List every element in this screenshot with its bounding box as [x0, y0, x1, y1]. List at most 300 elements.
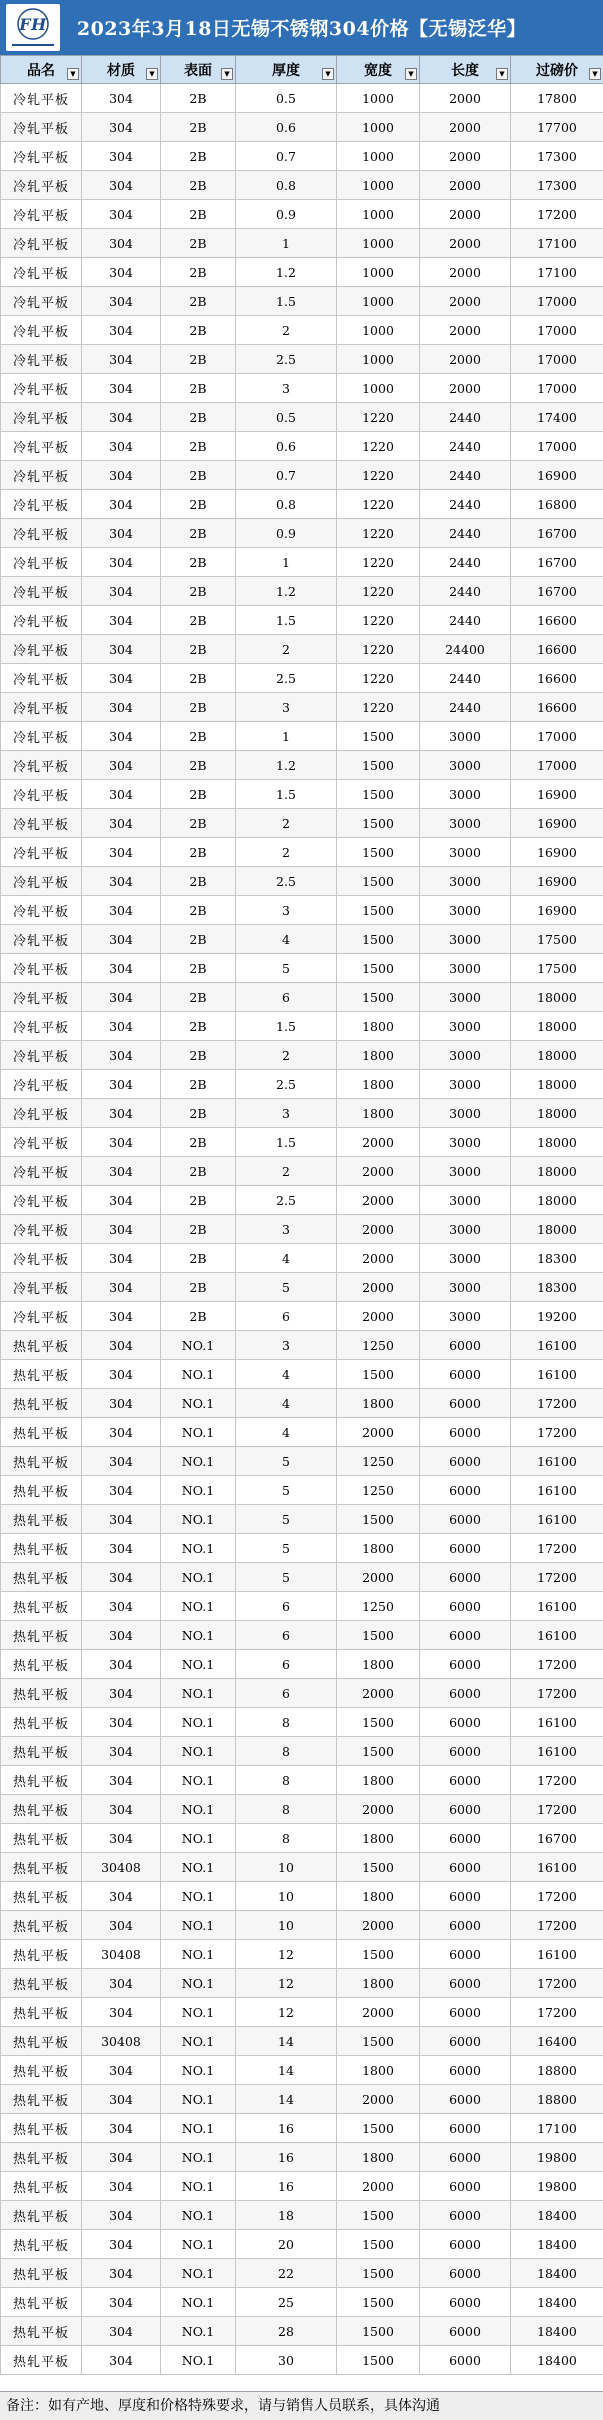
table-cell[interactable]: 2B [161, 287, 236, 316]
table-cell[interactable]: 6000 [420, 1476, 511, 1505]
table-cell[interactable]: 2B [161, 1070, 236, 1099]
column-header[interactable] [420, 56, 511, 84]
table-cell[interactable]: 6 [236, 1679, 337, 1708]
table-cell[interactable]: 304 [82, 403, 161, 432]
table-cell[interactable]: NO.1 [161, 1621, 236, 1650]
table-cell[interactable]: 2000 [420, 84, 511, 113]
table-cell[interactable]: 30408 [82, 1940, 161, 1969]
column-header[interactable] [511, 56, 603, 84]
table-cell[interactable]: 1500 [337, 2027, 420, 2056]
table-cell[interactable]: 17500 [511, 925, 603, 954]
table-cell[interactable]: 6000 [420, 1447, 511, 1476]
table-cell[interactable]: 2B [161, 1128, 236, 1157]
table-cell[interactable]: 1.5 [236, 1128, 337, 1157]
table-cell[interactable]: NO.1 [161, 2085, 236, 2114]
table-cell[interactable]: 热轧平板 [1, 1360, 82, 1389]
table-cell[interactable]: 0.8 [236, 171, 337, 200]
table-cell[interactable]: 1250 [337, 1592, 420, 1621]
table-cell[interactable]: 热轧平板 [1, 1679, 82, 1708]
table-cell[interactable]: 2B [161, 693, 236, 722]
table-cell[interactable]: 18000 [511, 1012, 603, 1041]
table-cell[interactable]: 冷轧平板 [1, 287, 82, 316]
table-cell[interactable]: 304 [82, 2201, 161, 2230]
table-cell[interactable]: 6000 [420, 2027, 511, 2056]
table-cell[interactable]: 304 [82, 1331, 161, 1360]
table-cell[interactable]: 18000 [511, 1041, 603, 1070]
table-cell[interactable]: 2440 [420, 490, 511, 519]
table-cell[interactable]: 6000 [420, 2259, 511, 2288]
table-cell[interactable]: 6000 [420, 1360, 511, 1389]
table-cell[interactable]: 4 [236, 1360, 337, 1389]
table-cell[interactable]: 冷轧平板 [1, 1070, 82, 1099]
table-cell[interactable]: 2B [161, 606, 236, 635]
table-cell[interactable]: 3 [236, 1331, 337, 1360]
table-cell[interactable]: NO.1 [161, 2172, 236, 2201]
table-cell[interactable]: 冷轧平板 [1, 345, 82, 374]
table-cell[interactable]: 1000 [337, 171, 420, 200]
table-cell[interactable]: 2000 [337, 1215, 420, 1244]
table-cell[interactable]: 热轧平板 [1, 1824, 82, 1853]
table-cell[interactable]: 1800 [337, 1969, 420, 1998]
table-cell[interactable]: 1500 [337, 2259, 420, 2288]
table-cell[interactable]: NO.1 [161, 1940, 236, 1969]
table-cell[interactable]: NO.1 [161, 1969, 236, 1998]
table-cell[interactable]: 1500 [337, 983, 420, 1012]
table-cell[interactable]: 1000 [337, 229, 420, 258]
table-cell[interactable]: 热轧平板 [1, 1708, 82, 1737]
table-cell[interactable]: 3 [236, 1099, 337, 1128]
table-cell[interactable]: 1500 [337, 1621, 420, 1650]
table-cell[interactable]: 6 [236, 1650, 337, 1679]
column-header[interactable] [236, 56, 337, 84]
table-cell[interactable]: 17300 [511, 171, 603, 200]
table-cell[interactable]: 2000 [420, 113, 511, 142]
table-cell[interactable]: 304 [82, 838, 161, 867]
table-cell[interactable]: 1500 [337, 867, 420, 896]
table-cell[interactable]: 16700 [511, 548, 603, 577]
table-cell[interactable]: 304 [82, 983, 161, 1012]
table-cell[interactable]: 冷轧平板 [1, 722, 82, 751]
table-cell[interactable]: 3 [236, 374, 337, 403]
table-cell[interactable]: 304 [82, 1766, 161, 1795]
table-cell[interactable]: 17000 [511, 316, 603, 345]
table-cell[interactable]: 3000 [420, 925, 511, 954]
table-cell[interactable]: 2000 [337, 1418, 420, 1447]
table-cell[interactable]: 3000 [420, 780, 511, 809]
table-cell[interactable]: 17000 [511, 287, 603, 316]
table-cell[interactable]: 1500 [337, 896, 420, 925]
table-cell[interactable]: 304 [82, 200, 161, 229]
table-cell[interactable]: 冷轧平板 [1, 403, 82, 432]
table-cell[interactable]: 热轧平板 [1, 2114, 82, 2143]
table-cell[interactable]: 热轧平板 [1, 1998, 82, 2027]
table-cell[interactable]: 17000 [511, 722, 603, 751]
table-cell[interactable]: 2440 [420, 403, 511, 432]
table-cell[interactable]: 16100 [511, 1447, 603, 1476]
table-cell[interactable]: 304 [82, 867, 161, 896]
table-cell[interactable]: 冷轧平板 [1, 1012, 82, 1041]
table-cell[interactable]: 2B [161, 229, 236, 258]
table-cell[interactable]: NO.1 [161, 2027, 236, 2056]
table-cell[interactable]: 6 [236, 1621, 337, 1650]
table-cell[interactable]: 热轧平板 [1, 2346, 82, 2375]
table-cell[interactable]: 304 [82, 1969, 161, 1998]
table-cell[interactable]: 16100 [511, 1505, 603, 1534]
table-cell[interactable]: 2000 [337, 1128, 420, 1157]
table-cell[interactable]: 304 [82, 693, 161, 722]
table-cell[interactable]: 304 [82, 2056, 161, 2085]
table-cell[interactable]: NO.1 [161, 2143, 236, 2172]
table-cell[interactable]: 14 [236, 2085, 337, 2114]
table-cell[interactable]: 16600 [511, 606, 603, 635]
table-cell[interactable]: 2.5 [236, 664, 337, 693]
table-cell[interactable]: 16900 [511, 867, 603, 896]
table-cell[interactable]: 1220 [337, 664, 420, 693]
table-cell[interactable]: 1 [236, 229, 337, 258]
table-cell[interactable]: 304 [82, 751, 161, 780]
table-cell[interactable]: 冷轧平板 [1, 1302, 82, 1331]
table-cell[interactable]: 304 [82, 1215, 161, 1244]
table-cell[interactable]: 2 [236, 838, 337, 867]
table-cell[interactable]: 17000 [511, 432, 603, 461]
filter-dropdown-icon[interactable]: ▼ [221, 68, 233, 80]
table-cell[interactable]: 17200 [511, 1563, 603, 1592]
table-cell[interactable]: 2B [161, 664, 236, 693]
table-cell[interactable]: 3000 [420, 1244, 511, 1273]
table-cell[interactable]: 5 [236, 1447, 337, 1476]
table-cell[interactable]: 2B [161, 809, 236, 838]
table-cell[interactable]: 304 [82, 1998, 161, 2027]
table-cell[interactable]: 304 [82, 635, 161, 664]
table-cell[interactable]: 17100 [511, 2114, 603, 2143]
table-cell[interactable]: 2B [161, 780, 236, 809]
table-cell[interactable]: 18400 [511, 2201, 603, 2230]
table-cell[interactable]: 16100 [511, 1360, 603, 1389]
table-cell[interactable]: 6000 [420, 1853, 511, 1882]
table-cell[interactable]: 冷轧平板 [1, 1099, 82, 1128]
table-cell[interactable]: 6000 [420, 2288, 511, 2317]
table-cell[interactable]: 12 [236, 1940, 337, 1969]
table-cell[interactable]: 16100 [511, 1592, 603, 1621]
table-cell[interactable]: 1500 [337, 2317, 420, 2346]
table-cell[interactable]: 18000 [511, 1186, 603, 1215]
table-cell[interactable]: 2B [161, 1099, 236, 1128]
table-cell[interactable]: 2.5 [236, 1186, 337, 1215]
table-cell[interactable]: 6000 [420, 1911, 511, 1940]
table-cell[interactable]: NO.1 [161, 1650, 236, 1679]
table-cell[interactable]: 2000 [420, 316, 511, 345]
table-cell[interactable]: 2440 [420, 461, 511, 490]
table-cell[interactable]: 2000 [420, 374, 511, 403]
table-cell[interactable]: 2B [161, 316, 236, 345]
table-cell[interactable]: 热轧平板 [1, 2027, 82, 2056]
table-cell[interactable]: NO.1 [161, 2259, 236, 2288]
table-cell[interactable]: 热轧平板 [1, 1795, 82, 1824]
table-cell[interactable]: 1220 [337, 403, 420, 432]
table-cell[interactable]: 0.5 [236, 84, 337, 113]
table-cell[interactable]: 6000 [420, 1650, 511, 1679]
table-cell[interactable]: 17200 [511, 1766, 603, 1795]
table-cell[interactable]: 0.7 [236, 461, 337, 490]
table-cell[interactable]: 1 [236, 722, 337, 751]
table-cell[interactable]: 17100 [511, 258, 603, 287]
table-cell[interactable]: 1500 [337, 2346, 420, 2375]
table-cell[interactable]: 3000 [420, 983, 511, 1012]
table-cell[interactable]: 8 [236, 1766, 337, 1795]
table-cell[interactable]: 304 [82, 113, 161, 142]
table-cell[interactable]: 2B [161, 1273, 236, 1302]
table-cell[interactable]: 304 [82, 1157, 161, 1186]
table-cell[interactable]: 1250 [337, 1476, 420, 1505]
table-cell[interactable]: 2440 [420, 519, 511, 548]
table-cell[interactable]: 热轧平板 [1, 2288, 82, 2317]
table-cell[interactable]: 1220 [337, 548, 420, 577]
table-cell[interactable]: 1800 [337, 2056, 420, 2085]
table-cell[interactable]: 热轧平板 [1, 2172, 82, 2201]
table-cell[interactable]: 3000 [420, 1157, 511, 1186]
table-cell[interactable]: 30408 [82, 2027, 161, 2056]
table-cell[interactable]: 冷轧平板 [1, 693, 82, 722]
table-cell[interactable]: 304 [82, 519, 161, 548]
table-cell[interactable]: 304 [82, 2288, 161, 2317]
table-cell[interactable]: 1220 [337, 606, 420, 635]
table-cell[interactable]: 2B [161, 113, 236, 142]
table-cell[interactable]: 3000 [420, 896, 511, 925]
table-cell[interactable]: 1250 [337, 1447, 420, 1476]
table-cell[interactable]: NO.1 [161, 2230, 236, 2259]
table-cell[interactable]: 1.2 [236, 577, 337, 606]
table-cell[interactable]: 8 [236, 1824, 337, 1853]
table-cell[interactable]: 热轧平板 [1, 1853, 82, 1882]
table-cell[interactable]: 6000 [420, 1824, 511, 1853]
table-cell[interactable]: 热轧平板 [1, 1940, 82, 1969]
filter-dropdown-icon[interactable]: ▼ [405, 68, 417, 80]
table-cell[interactable]: NO.1 [161, 1476, 236, 1505]
table-cell[interactable]: 3 [236, 693, 337, 722]
table-cell[interactable]: 304 [82, 2085, 161, 2114]
table-cell[interactable]: 6 [236, 983, 337, 1012]
table-cell[interactable]: 304 [82, 1679, 161, 1708]
table-cell[interactable]: 6000 [420, 2346, 511, 2375]
table-cell[interactable]: 2000 [337, 1273, 420, 1302]
table-cell[interactable]: 0.8 [236, 490, 337, 519]
table-cell[interactable]: 304 [82, 548, 161, 577]
table-cell[interactable]: 2B [161, 432, 236, 461]
table-cell[interactable]: 304 [82, 1360, 161, 1389]
table-cell[interactable]: 6000 [420, 1534, 511, 1563]
table-cell[interactable]: 冷轧平板 [1, 113, 82, 142]
table-cell[interactable]: 6000 [420, 1331, 511, 1360]
table-cell[interactable]: 17200 [511, 1650, 603, 1679]
table-cell[interactable]: 冷轧平板 [1, 171, 82, 200]
table-cell[interactable]: 6000 [420, 2230, 511, 2259]
column-header[interactable] [337, 56, 420, 84]
table-cell[interactable]: 2B [161, 1302, 236, 1331]
table-cell[interactable]: 17200 [511, 1534, 603, 1563]
table-cell[interactable]: 18000 [511, 1215, 603, 1244]
table-cell[interactable]: 8 [236, 1795, 337, 1824]
table-cell[interactable]: 18400 [511, 2230, 603, 2259]
table-cell[interactable]: 1800 [337, 1012, 420, 1041]
table-cell[interactable]: 304 [82, 461, 161, 490]
table-cell[interactable]: 6000 [420, 1621, 511, 1650]
table-cell[interactable]: 冷轧平板 [1, 1215, 82, 1244]
table-cell[interactable]: 6000 [420, 1940, 511, 1969]
table-cell[interactable]: 1000 [337, 374, 420, 403]
table-cell[interactable]: 304 [82, 1447, 161, 1476]
table-cell[interactable]: 2 [236, 1041, 337, 1070]
table-cell[interactable]: 2B [161, 345, 236, 374]
table-cell[interactable]: 3000 [420, 1012, 511, 1041]
table-cell[interactable]: 0.7 [236, 142, 337, 171]
table-cell[interactable]: 30 [236, 2346, 337, 2375]
table-cell[interactable]: 18300 [511, 1273, 603, 1302]
table-cell[interactable]: 16100 [511, 1940, 603, 1969]
table-cell[interactable]: 2B [161, 519, 236, 548]
table-cell[interactable]: 1220 [337, 577, 420, 606]
table-cell[interactable]: 冷轧平板 [1, 838, 82, 867]
table-cell[interactable]: 17200 [511, 1389, 603, 1418]
table-cell[interactable]: 2B [161, 925, 236, 954]
table-cell[interactable]: 16600 [511, 635, 603, 664]
table-cell[interactable]: 热轧平板 [1, 2201, 82, 2230]
table-cell[interactable]: 6 [236, 1302, 337, 1331]
table-cell[interactable]: 304 [82, 577, 161, 606]
table-cell[interactable]: 冷轧平板 [1, 983, 82, 1012]
table-cell[interactable]: 17200 [511, 1969, 603, 1998]
table-cell[interactable]: 304 [82, 1041, 161, 1070]
table-cell[interactable]: 304 [82, 1563, 161, 1592]
filter-dropdown-icon[interactable]: ▼ [496, 68, 508, 80]
table-cell[interactable]: 304 [82, 722, 161, 751]
table-cell[interactable]: 2000 [337, 1998, 420, 2027]
table-cell[interactable]: 1500 [337, 722, 420, 751]
table-cell[interactable]: 17200 [511, 1882, 603, 1911]
table-cell[interactable]: 1220 [337, 693, 420, 722]
table-cell[interactable]: 16700 [511, 1824, 603, 1853]
table-cell[interactable]: 2B [161, 1244, 236, 1273]
table-cell[interactable]: 2000 [337, 1795, 420, 1824]
table-cell[interactable]: 热轧平板 [1, 1418, 82, 1447]
table-cell[interactable]: 1000 [337, 200, 420, 229]
table-cell[interactable]: 1000 [337, 258, 420, 287]
table-cell[interactable]: NO.1 [161, 1766, 236, 1795]
table-cell[interactable]: 10 [236, 1882, 337, 1911]
table-cell[interactable]: 1000 [337, 345, 420, 374]
table-cell[interactable]: 19800 [511, 2172, 603, 2201]
table-cell[interactable]: 17200 [511, 1795, 603, 1824]
table-cell[interactable]: 1500 [337, 925, 420, 954]
table-cell[interactable]: 1800 [337, 2143, 420, 2172]
table-cell[interactable]: 6000 [420, 1882, 511, 1911]
table-cell[interactable]: 16700 [511, 577, 603, 606]
table-cell[interactable]: 2000 [420, 345, 511, 374]
table-cell[interactable]: 2000 [420, 200, 511, 229]
table-cell[interactable]: NO.1 [161, 1737, 236, 1766]
table-cell[interactable]: 2 [236, 1157, 337, 1186]
table-cell[interactable]: 24400 [420, 635, 511, 664]
table-cell[interactable]: 热轧平板 [1, 1737, 82, 1766]
table-cell[interactable]: 热轧平板 [1, 2143, 82, 2172]
table-cell[interactable]: 2B [161, 722, 236, 751]
table-cell[interactable]: 1500 [337, 1708, 420, 1737]
table-cell[interactable]: 冷轧平板 [1, 606, 82, 635]
table-cell[interactable]: 2 [236, 316, 337, 345]
table-cell[interactable]: 10 [236, 1911, 337, 1940]
table-cell[interactable]: 14 [236, 2056, 337, 2085]
table-cell[interactable]: 304 [82, 780, 161, 809]
table-cell[interactable]: 16600 [511, 693, 603, 722]
table-cell[interactable]: 304 [82, 345, 161, 374]
table-cell[interactable]: 2440 [420, 432, 511, 461]
table-cell[interactable]: 冷轧平板 [1, 1186, 82, 1215]
table-cell[interactable]: 5 [236, 1563, 337, 1592]
table-cell[interactable]: 3000 [420, 1273, 511, 1302]
table-cell[interactable]: 304 [82, 2346, 161, 2375]
table-cell[interactable]: 16100 [511, 1853, 603, 1882]
table-cell[interactable]: 1500 [337, 1505, 420, 1534]
table-cell[interactable]: NO.1 [161, 1592, 236, 1621]
table-cell[interactable]: 2B [161, 867, 236, 896]
table-cell[interactable]: 304 [82, 2143, 161, 2172]
table-cell[interactable]: NO.1 [161, 1534, 236, 1563]
table-cell[interactable]: 3000 [420, 1186, 511, 1215]
table-cell[interactable]: 16100 [511, 1737, 603, 1766]
table-cell[interactable]: 1500 [337, 780, 420, 809]
table-cell[interactable]: 304 [82, 1418, 161, 1447]
column-header[interactable] [82, 56, 161, 84]
table-cell[interactable]: 18000 [511, 1070, 603, 1099]
table-cell[interactable]: 2000 [420, 229, 511, 258]
table-cell[interactable]: NO.1 [161, 2201, 236, 2230]
table-cell[interactable]: 5 [236, 1534, 337, 1563]
table-cell[interactable]: 5 [236, 1273, 337, 1302]
table-cell[interactable]: 冷轧平板 [1, 925, 82, 954]
table-cell[interactable]: 17000 [511, 751, 603, 780]
table-cell[interactable]: 1.2 [236, 258, 337, 287]
table-cell[interactable]: 冷轧平板 [1, 229, 82, 258]
table-cell[interactable]: 304 [82, 432, 161, 461]
table-cell[interactable]: 16900 [511, 896, 603, 925]
table-cell[interactable]: 热轧平板 [1, 2230, 82, 2259]
table-cell[interactable]: 2000 [337, 1679, 420, 1708]
table-cell[interactable]: 304 [82, 229, 161, 258]
table-cell[interactable]: 1800 [337, 1070, 420, 1099]
table-cell[interactable]: 2B [161, 751, 236, 780]
table-cell[interactable]: 热轧平板 [1, 1621, 82, 1650]
table-cell[interactable]: 2 [236, 809, 337, 838]
table-cell[interactable]: NO.1 [161, 2114, 236, 2143]
table-cell[interactable]: 冷轧平板 [1, 751, 82, 780]
table-cell[interactable]: 6000 [420, 1766, 511, 1795]
table-cell[interactable]: 热轧平板 [1, 1505, 82, 1534]
table-cell[interactable]: 304 [82, 1795, 161, 1824]
table-cell[interactable]: 17300 [511, 142, 603, 171]
table-cell[interactable]: 3000 [420, 1099, 511, 1128]
table-cell[interactable]: NO.1 [161, 1708, 236, 1737]
table-cell[interactable]: 25 [236, 2288, 337, 2317]
table-cell[interactable]: 18 [236, 2201, 337, 2230]
table-cell[interactable]: 304 [82, 2317, 161, 2346]
table-cell[interactable]: 2440 [420, 693, 511, 722]
table-cell[interactable]: 304 [82, 2230, 161, 2259]
table-cell[interactable]: 1500 [337, 2288, 420, 2317]
table-cell[interactable]: 冷轧平板 [1, 954, 82, 983]
table-cell[interactable]: 16 [236, 2114, 337, 2143]
table-cell[interactable]: NO.1 [161, 1911, 236, 1940]
table-cell[interactable]: 1500 [337, 838, 420, 867]
table-cell[interactable]: 1250 [337, 1331, 420, 1360]
